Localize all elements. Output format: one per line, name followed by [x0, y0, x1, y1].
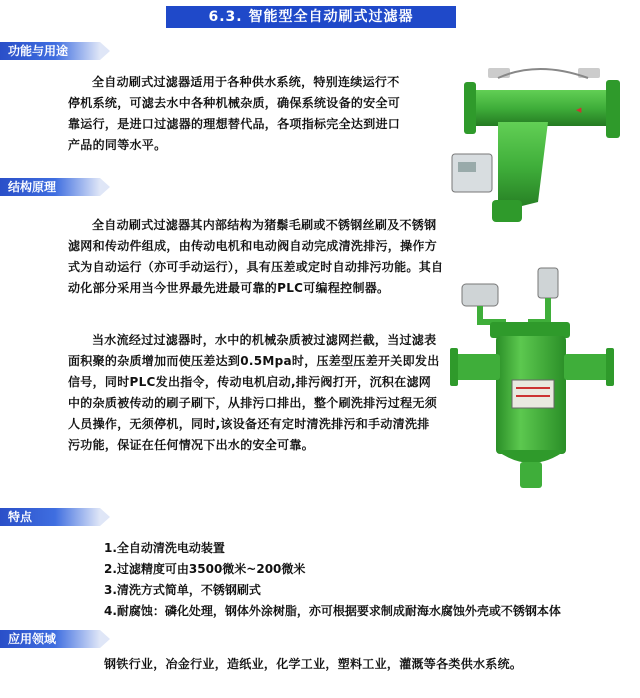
list-item: 4.耐腐蚀：磷化处理，钢体外涂树脂，亦可根据要求制成耐海水腐蚀外壳或不锈钢本体	[104, 604, 561, 618]
section-heading-label: 结构原理	[8, 180, 57, 194]
section-heading-features	[0, 508, 100, 526]
features-list	[104, 538, 561, 622]
section-heading-application	[0, 630, 100, 648]
page-title: 6.3. 智能型全自动刷式过滤器	[166, 6, 456, 28]
section-heading-label: 应用领域	[8, 632, 57, 646]
basket-filter-image	[448, 262, 628, 494]
section-heading-label: 功能与用途	[8, 44, 69, 58]
section-heading-function	[0, 42, 100, 60]
function-text: 全自动刷式过滤器适用于各种供水系统，特别连续运行不停机系统，可滤去水中各种机械杂质，确保系统设备的安全可靠运行，是进口过滤器的理想替代品，各项指标完全达到进口产品的同等水平。	[68, 75, 401, 152]
y-type-filter-image	[428, 62, 640, 230]
structure-text-1: 全自动刷式过滤器其内部结构为猪鬃毛刷或不锈钢丝刷及不锈钢滤网和传动件组成，由传动电机和电动阀自动完成清洗排污，操作方式为自动运行（亦可手动运行），具有压差或定时自动排污功能。其自动化部分采用当今世界最先进最可靠的PLC可编程控制器。	[68, 218, 444, 295]
section-heading-structure	[0, 178, 100, 196]
section-heading-label: 特点	[8, 510, 33, 524]
list-item: 1.全自动清洗电动装置	[104, 541, 225, 555]
list-item: 3.清洗方式简单，不锈钢刷式	[104, 583, 261, 597]
structure-text-2: 当水流经过过滤器时，水中的机械杂质被过滤网拦截，当过滤表面积聚的杂质增加而使压差达到0.5Mpa时，压差型压差开关即发出信号，同时PLC发出指令，传动电机启动,排污阀打开，沉积在滤网中的杂质被传动的刷子刷下，从排污口排出，整个刷洗排污过程无须人员操作，无须停机，同时,该设备还有定时清洗排污和手动清洗排污功能，保证在任何情况下出水的安全可靠。	[68, 333, 440, 452]
application-text: 钢铁行业，冶金行业，造纸业，化学工业，塑料工业，灌溉等各类供水系统。	[104, 657, 523, 671]
list-item: 2.过滤精度可由3500微米~200微米	[104, 562, 306, 576]
svg-text:◀: ◀	[576, 107, 582, 114]
